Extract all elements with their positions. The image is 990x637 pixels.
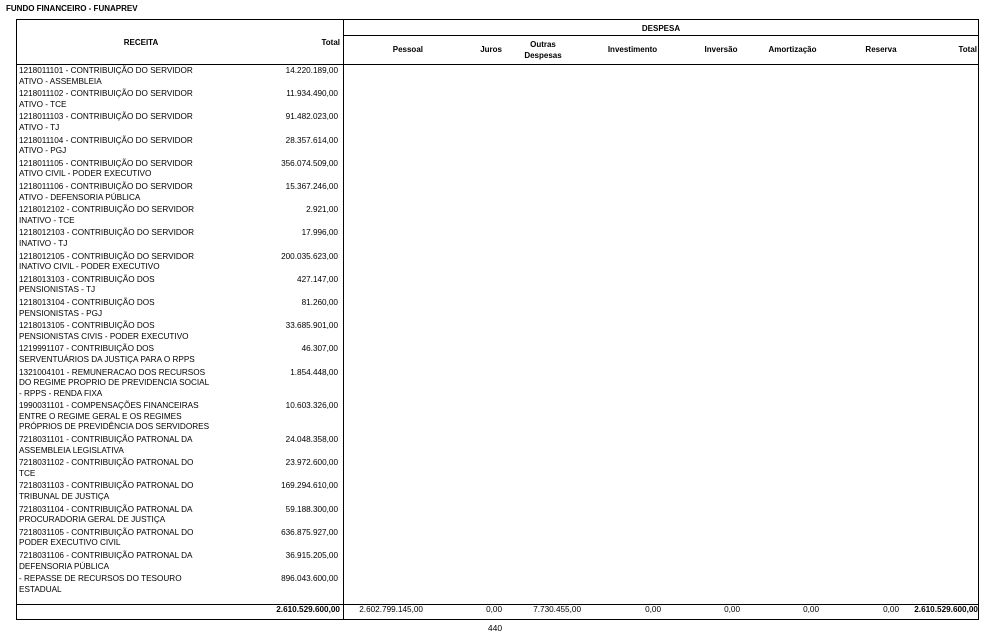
receita-row-value: 11.934.490,00 xyxy=(286,89,338,99)
receita-label-line: INATIVO - TJ xyxy=(19,238,68,248)
receita-label-line: PENSIONISTAS - PGJ xyxy=(19,308,103,318)
receita-row-label xyxy=(19,66,244,87)
total-investimento: 0,00 xyxy=(645,605,661,614)
receita-label-line: 1218013104 - CONTRIBUIÇÃO DOS xyxy=(19,298,155,307)
receita-row-value: 24.048.358,00 xyxy=(285,435,338,444)
receita-row-value: 427.147,00 xyxy=(297,274,338,284)
receita-label-line: 1218011104 - CONTRIBUIÇÃO DO SERVIDOR xyxy=(19,135,193,145)
receita-label-line: - RPPS - RENDA FIXA xyxy=(19,388,103,398)
receita-row-label xyxy=(19,298,244,319)
receita-row-value: 46.307,00 xyxy=(301,344,338,354)
receita-label-line: TRIBUNAL DE JUSTIÇA xyxy=(19,491,110,501)
receita-label-line: - REPASSE DE RECURSOS DO TESOURO xyxy=(19,574,182,584)
receita-label-line: ESTADUAL xyxy=(19,584,62,594)
receita-label-line: 7218031104 - CONTRIBUIÇÃO PATRONAL DA xyxy=(19,504,193,514)
total-amortizacao: 0,00 xyxy=(803,605,819,614)
total-inversao: 0,00 xyxy=(724,605,740,614)
receita-row-value: 33.685.901,00 xyxy=(285,321,338,331)
receita-label-line: PRÓPRIOS DE PREVIDÊNCIA DOS SERVIDORES xyxy=(19,422,210,432)
receita-label-line: DO REGIME PROPRIO DE PREVIDENCIA SOCIAL xyxy=(19,378,210,388)
total-pessoal: 2.602.799.145,00 xyxy=(359,605,423,614)
receita-label-line: PENSIONISTAS CIVIS - PODER EXECUTIVO xyxy=(19,331,189,341)
receita-row-value: 169.294.610,00 xyxy=(281,481,338,491)
receita-row-value: 36.915.205,00 xyxy=(285,551,338,560)
receita-label-line: 1219991107 - CONTRIBUIÇÃO DOS xyxy=(19,344,154,354)
receita-row-label xyxy=(19,321,244,342)
receita-row-value: 91.482.023,00 xyxy=(285,112,338,122)
receita-label-line: 7218031105 - CONTRIBUIÇÃO PATRONAL DO xyxy=(19,527,194,537)
receita-label-line: ATIVO CIVIL - PODER EXECUTIVO xyxy=(19,169,152,179)
receita-row-label xyxy=(19,275,244,296)
header-bottom-line xyxy=(17,64,978,65)
total-despesa: 2.610.529.600,00 xyxy=(914,605,978,614)
receita-row-value: 81.260,00 xyxy=(301,298,338,307)
header-investimento: Investimento xyxy=(607,45,658,54)
header-pessoal: Pessoal xyxy=(392,45,423,54)
header-inversao: Inversão xyxy=(704,45,738,54)
despesa-header-line xyxy=(343,35,978,36)
receita-label-line: 1218013105 - CONTRIBUIÇÃO DOS xyxy=(19,321,155,331)
receita-label-line: PODER EXECUTIVO CIVIL xyxy=(19,538,121,548)
receita-row-value: 15.367.246,00 xyxy=(285,182,338,191)
receita-label-line: 1321004101 - REMUNERACAO DOS RECURSOS xyxy=(19,367,206,377)
receita-label-line: PENSIONISTAS - TJ xyxy=(19,285,96,295)
receita-label-line: DEFENSORIA PÚBLICA xyxy=(19,561,110,571)
receita-row-value: 59.188.300,00 xyxy=(285,504,338,514)
receita-row-value: 14.220.189,00 xyxy=(285,66,338,75)
header-outras-line1: Outras xyxy=(530,40,556,49)
header-juros: Juros xyxy=(480,45,502,54)
receita-row-label xyxy=(19,89,244,110)
header-total-despesa: Total xyxy=(958,45,977,54)
receita-row-value: 2.921,00 xyxy=(306,205,338,215)
total-receita: 2.610.529.600,00 xyxy=(276,605,340,614)
receita-label-line: 7218031102 - CONTRIBUIÇÃO PATRONAL DO xyxy=(19,458,194,468)
receita-label-line: ATIVO - TCE xyxy=(19,99,67,109)
receita-row-label xyxy=(19,368,244,400)
receita-row-value: 896.043.600,00 xyxy=(281,574,338,584)
receita-label-line: 1218011102 - CONTRIBUIÇÃO DO SERVIDOR xyxy=(19,89,193,99)
receita-label-line: INATIVO CIVIL - PODER EXECUTIVO xyxy=(19,262,160,272)
receita-label-line: 1218011106 - CONTRIBUIÇÃO DO SERVIDOR xyxy=(19,182,193,191)
receita-row-label xyxy=(19,112,244,133)
receita-label-line: 7218031106 - CONTRIBUIÇÃO PATRONAL DA xyxy=(19,551,193,560)
header-outras-line2: Despesas xyxy=(524,51,562,60)
receita-label-line: SERVENTUÁRIOS DA JUSTIÇA PARA O RPPS xyxy=(19,354,195,364)
receita-row-value: 1.854.448,00 xyxy=(290,367,338,377)
receita-row-value: 23.972.600,00 xyxy=(285,458,338,468)
header-amortizacao: Amortização xyxy=(768,45,817,54)
receita-row-label xyxy=(19,435,244,456)
receita-label-line: 1990031101 - COMPENSAÇÕES FINANCEIRAS xyxy=(19,401,199,411)
receita-label-line: 7218031103 - CONTRIBUIÇÃO PATRONAL DO xyxy=(19,481,194,491)
receita-label-line: 1218011101 - CONTRIBUIÇÃO DO SERVIDOR xyxy=(19,66,193,75)
receita-row-label xyxy=(19,551,244,572)
header-outras-despesas xyxy=(512,39,574,61)
receita-label-line: 1218011105 - CONTRIBUIÇÃO DO SERVIDOR xyxy=(19,158,193,168)
total-outras: 7.730.455,00 xyxy=(533,605,581,614)
receita-row-label xyxy=(19,458,244,479)
receita-row-value: 356.074.509,00 xyxy=(281,158,338,168)
receita-label-line: 1218013103 - CONTRIBUIÇÃO DOS xyxy=(19,274,155,284)
header-despesa: DESPESA xyxy=(641,24,681,33)
receita-label-line: ATIVO - ASSEMBLEIA xyxy=(19,76,102,86)
receita-row-label xyxy=(19,574,244,595)
receita-row-label xyxy=(19,205,244,226)
receita-row-value: 636.875.927,00 xyxy=(281,527,338,537)
document-title: FUNDO FINANCEIRO - FUNAPREV xyxy=(6,4,138,13)
receita-label-line: ATIVO - TJ xyxy=(19,122,60,132)
receita-label-line: ENTRE O REGIME GERAL E OS REGIMES xyxy=(19,411,182,421)
receita-row-value: 28.357.614,00 xyxy=(285,135,338,145)
receita-row-label xyxy=(19,182,244,203)
receita-row-label xyxy=(19,505,244,526)
receita-label-line: 1218012102 - CONTRIBUIÇÃO DO SERVIDOR xyxy=(19,205,195,215)
receita-label-line: 1218012105 - CONTRIBUIÇÃO DO SERVIDOR xyxy=(19,251,195,261)
receita-row-label xyxy=(19,481,244,502)
receita-row-label xyxy=(19,344,244,365)
receita-row-value: 17.996,00 xyxy=(301,228,338,238)
receita-label-line: TCE xyxy=(19,468,36,478)
receita-row-label xyxy=(19,401,244,433)
receita-label-line: ATIVO - PGJ xyxy=(19,146,67,156)
total-reserva: 0,00 xyxy=(883,605,899,614)
receita-row-value: 10.603.326,00 xyxy=(285,401,338,411)
receita-row-label xyxy=(19,228,244,249)
receita-label-line: 1218012103 - CONTRIBUIÇÃO DO SERVIDOR xyxy=(19,228,195,238)
receita-row-label xyxy=(19,528,244,549)
header-reserva: Reserva xyxy=(865,45,897,54)
page-number: 440 xyxy=(487,623,503,633)
receita-row-label xyxy=(19,159,244,180)
header-total: Total xyxy=(321,38,340,47)
receita-row-label xyxy=(19,252,244,273)
receita-label-line: 7218031101 - CONTRIBUIÇÃO PATRONAL DA xyxy=(19,435,193,444)
total-juros: 0,00 xyxy=(486,605,502,614)
receita-label-line: PROCURADORIA GERAL DE JUSTIÇA xyxy=(19,515,166,525)
header-receita: RECEITA xyxy=(123,38,159,47)
column-divider xyxy=(343,20,344,619)
receita-label-line: ASSEMBLEIA LEGISLATIVA xyxy=(19,445,124,455)
receita-label-line: INATIVO - TCE xyxy=(19,215,75,225)
receita-row-label xyxy=(19,136,244,157)
receita-row-value: 200.035.623,00 xyxy=(281,251,338,261)
receita-label-line: 1218011103 - CONTRIBUIÇÃO DO SERVIDOR xyxy=(19,112,193,122)
receita-label-line: ATIVO - DEFENSORIA PÚBLICA xyxy=(19,192,141,202)
